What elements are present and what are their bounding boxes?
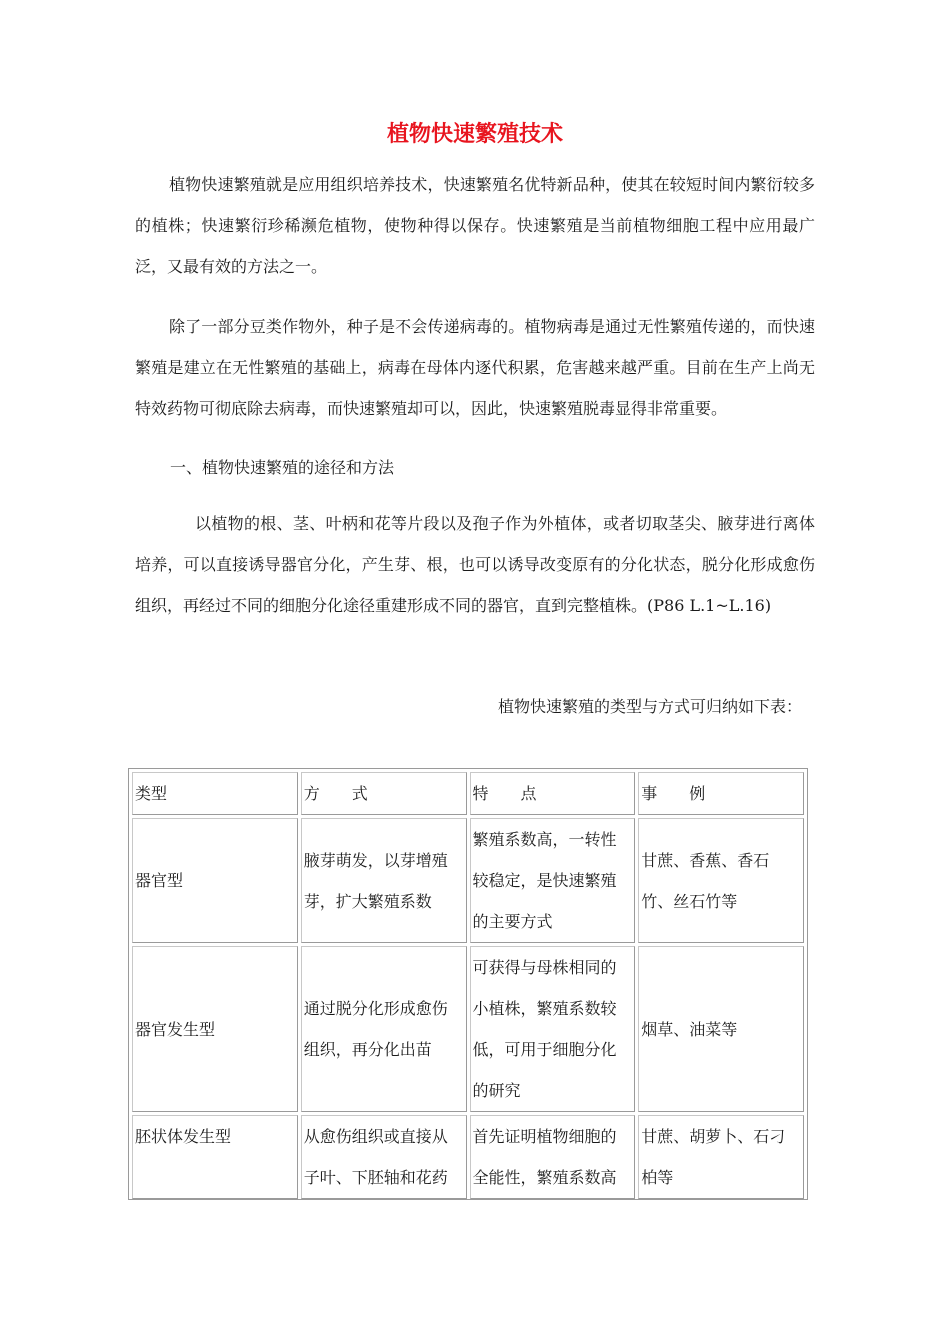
table-row bbox=[132, 1115, 804, 1199]
section-heading: 一、植物快速繁殖的途径和方法 bbox=[170, 458, 395, 477]
table-cell: 器官发生型 bbox=[132, 946, 298, 1112]
document-title: 植物快速繁殖技术 bbox=[386, 122, 563, 147]
paragraph-virus: 除了一部分豆类作物外，种子是不会传递病毒的。植物病毒是通过无性繁殖传递的，而快速繁殖是建立在无性繁殖的基础上，病毒在母体内逐代积累，危害越来越严重。目前在生产上尚无特效药物可彻底除去病毒，而快速繁殖却可以，因此，快速繁殖脱毒显得非常重要。 bbox=[135, 317, 815, 418]
table-cell: 通过脱分化形成愈伤组织，再分化出苗 bbox=[301, 946, 467, 1112]
methods-table-frame bbox=[128, 768, 808, 1200]
table-row bbox=[132, 946, 804, 1112]
header-cell-feature: 特 点 bbox=[470, 772, 636, 815]
header-cell-type: 类型 bbox=[132, 772, 298, 815]
header-cell-method: 方 式 bbox=[301, 772, 467, 815]
section-paragraph: 以植物的根、茎、叶柄和花等片段以及孢子作为外植体，或者切取茎尖、腋芽进行离体培养，可以直接诱导器官分化，产生芽、根，也可以诱导改变原有的分化状态，脱分化形成愈伤组织，再经过不同的细胞分化途径重建形成不同的器官，直到完整植株。(P86 L.1~L.16) bbox=[135, 514, 815, 615]
table-cell: 腋芽萌发，以芽增殖芽，扩大繁殖系数 bbox=[301, 818, 467, 943]
table-cell: 甘蔗、香蕉、香石竹、丝石竹等 bbox=[638, 818, 804, 943]
table-cell: 繁殖系数高，一转性较稳定，是快速繁殖的主要方式 bbox=[470, 818, 636, 943]
table-header-row bbox=[132, 772, 804, 815]
table-row bbox=[132, 818, 804, 943]
table-cell: 烟草、油菜等 bbox=[638, 946, 804, 1112]
header-cell-example: 事 例 bbox=[638, 772, 804, 815]
table-cell: 器官型 bbox=[132, 818, 298, 943]
table-cell: 从愈伤组织或直接从子叶、下胚轴和花药 bbox=[301, 1115, 467, 1199]
table-cell: 首先证明植物细胞的全能性，繁殖系数高 bbox=[470, 1115, 636, 1199]
methods-table bbox=[129, 769, 807, 1202]
table-cell: 胚状体发生型 bbox=[132, 1115, 298, 1199]
table-intro: 植物快速繁殖的类型与方式可归纳如下表： bbox=[497, 697, 802, 716]
table-cell: 可获得与母株相同的小植株，繁殖系数较低，可用于细胞分化的研究 bbox=[470, 946, 636, 1112]
table-cell: 甘蔗、胡萝卜、石刁柏等 bbox=[638, 1115, 804, 1199]
paragraph-intro: 植物快速繁殖就是应用组织培养技术，快速繁殖名优特新品种，使其在较短时间内繁衍较多的植株；快速繁衍珍稀濒危植物，使物种得以保存。快速繁殖是当前植物细胞工程中应用最广泛，又最有效的方法之一。 bbox=[135, 175, 815, 276]
